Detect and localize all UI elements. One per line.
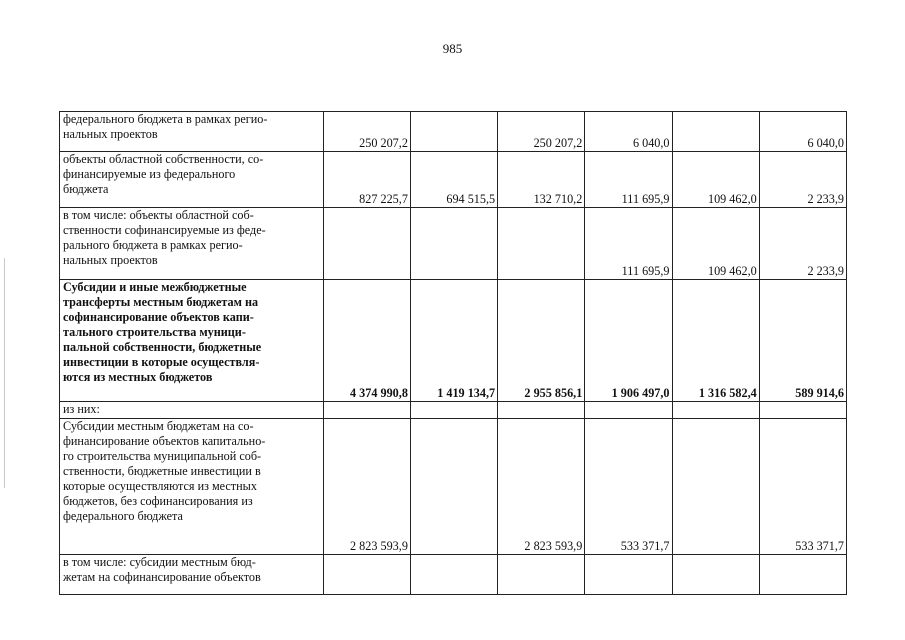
table-row [60, 280, 847, 402]
row-label-line: ются из местных бюджетов [63, 370, 213, 384]
row-label-cell [60, 555, 324, 595]
value-cell: 2 823 593,9 [323, 419, 410, 555]
row-label-line: из них: [63, 402, 100, 416]
page-number: 985 [442, 41, 463, 56]
row-label-line: тального строительства муници- [63, 325, 246, 339]
value-cell: 2 823 593,9 [498, 419, 585, 555]
value-cell: 250 207,2 [323, 112, 410, 152]
row-label-cell [60, 402, 324, 419]
value-cell [323, 208, 410, 280]
value-cell [585, 402, 672, 419]
value-cell: 694 515,5 [410, 152, 497, 208]
value-cell [498, 208, 585, 280]
row-label-line: в том числе: субсидии местным бюд- [63, 555, 256, 569]
value-cell: 111 695,9 [585, 152, 672, 208]
row-label-line: ственности, бюджетные инвестиции в [63, 464, 261, 478]
value-cell: 533 371,7 [585, 419, 672, 555]
table-row [60, 419, 847, 555]
value-cell: 1 419 134,7 [410, 280, 497, 402]
value-cell: 6 040,0 [759, 112, 846, 152]
value-cell [498, 402, 585, 419]
value-cell [585, 555, 672, 595]
row-label-line: рального бюджета в рамках регио- [63, 238, 243, 252]
row-label-line: трансферты местным бюджетам на [63, 295, 259, 309]
table-row [60, 208, 847, 280]
value-cell [672, 402, 759, 419]
row-label-cell [60, 280, 324, 402]
value-cell: 2 955 856,1 [498, 280, 585, 402]
value-cell: 132 710,2 [498, 152, 585, 208]
value-cell [323, 555, 410, 595]
row-label-cell [60, 112, 324, 152]
row-label-line: бюджетов, без софинансирования из [63, 494, 253, 508]
left-margin-rule [4, 258, 5, 488]
row-label-line: финансируемые из федерального [63, 167, 236, 181]
row-label-line: бюджета [63, 182, 109, 196]
value-cell [759, 555, 846, 595]
value-cell: 2 233,9 [759, 152, 846, 208]
table-row [60, 112, 847, 152]
value-cell [410, 112, 497, 152]
value-cell [410, 555, 497, 595]
value-cell: 2 233,9 [759, 208, 846, 280]
value-cell: 111 695,9 [585, 208, 672, 280]
row-label-line: софинансирование объектов капи- [63, 310, 254, 324]
table-row [60, 152, 847, 208]
value-cell [759, 402, 846, 419]
row-label-line: в том числе: объекты областной соб- [63, 208, 254, 222]
row-label-line: Субсидии и иные межбюджетные [63, 280, 247, 294]
value-cell: 250 207,2 [498, 112, 585, 152]
row-label-line: которые осуществляются из местных [63, 479, 257, 493]
value-cell: 109 462,0 [672, 152, 759, 208]
value-cell: 1 906 497,0 [585, 280, 672, 402]
value-cell: 827 225,7 [323, 152, 410, 208]
row-label-line: Субсидии местным бюджетам на со- [63, 419, 254, 433]
row-label-line: федерального бюджета [63, 509, 183, 523]
value-cell: 533 371,7 [759, 419, 846, 555]
value-cell [410, 419, 497, 555]
row-label-cell [60, 419, 324, 555]
row-label-line: нальных проектов [63, 127, 158, 141]
row-label-cell [60, 152, 324, 208]
table-body [60, 112, 847, 595]
value-cell [323, 402, 410, 419]
budget-table [59, 111, 847, 595]
row-label-line: пальной собственности, бюджетные [63, 340, 262, 354]
value-cell [410, 402, 497, 419]
table-row [60, 555, 847, 595]
row-label-line: финансирование объектов капитально- [63, 434, 266, 448]
table-row [60, 402, 847, 419]
value-cell [410, 208, 497, 280]
row-label-line: нальных проектов [63, 253, 158, 267]
value-cell [672, 555, 759, 595]
value-cell: 589 914,6 [759, 280, 846, 402]
row-label-line: федерального бюджета в рамках регио- [63, 112, 268, 126]
row-label-line: объекты областной собственности, со- [63, 152, 264, 166]
row-label-line: ственности софинансируемые из феде- [63, 223, 266, 237]
value-cell: 1 316 582,4 [672, 280, 759, 402]
value-cell: 6 040,0 [585, 112, 672, 152]
row-label-cell [60, 208, 324, 280]
value-cell [672, 419, 759, 555]
row-label-line: жетам на софинансирование объектов [63, 570, 261, 584]
value-cell [672, 112, 759, 152]
row-label-line: инвестиции в которые осуществля- [63, 355, 260, 369]
value-cell: 4 374 990,8 [323, 280, 410, 402]
row-label-line: го строительства муниципальной соб- [63, 449, 262, 463]
value-cell: 109 462,0 [672, 208, 759, 280]
value-cell [498, 555, 585, 595]
